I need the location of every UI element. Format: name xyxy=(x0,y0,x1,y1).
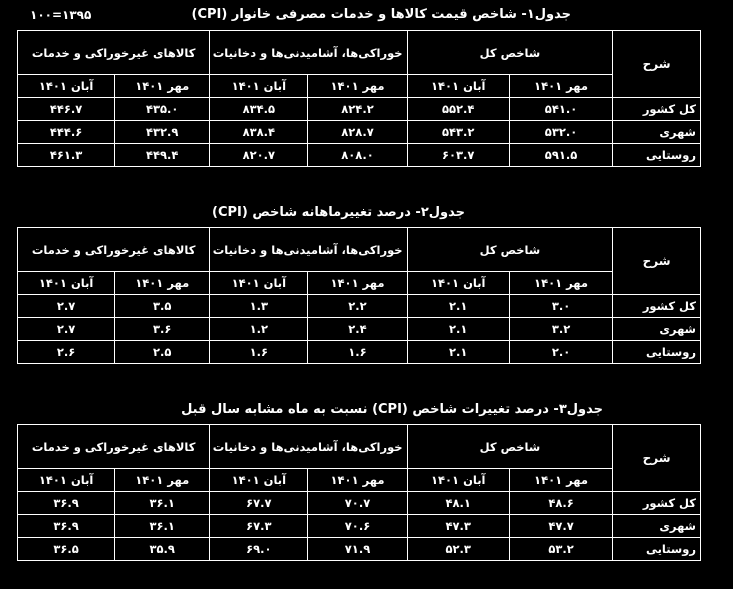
table-row xyxy=(18,144,701,167)
table-cell: ۱.۳ xyxy=(210,295,308,318)
table-cell: ۴۷.۷ xyxy=(509,515,612,538)
table-cell: ۷۰.۶ xyxy=(308,515,407,538)
table-cell: ۳۶.۱ xyxy=(115,515,210,538)
month-header: مهر ۱۴۰۱ xyxy=(115,272,210,295)
table-cell: ۲.۷ xyxy=(18,295,115,318)
table-cell: ۴۳۲.۹ xyxy=(115,121,210,144)
month-header: آبان ۱۴۰۱ xyxy=(18,469,115,492)
group-header: شاخص کل xyxy=(407,228,613,272)
sharh-header: شرح xyxy=(613,31,701,98)
table-cell: ۲.۴ xyxy=(308,318,407,341)
month-header: مهر ۱۴۰۱ xyxy=(509,272,612,295)
table-3-title: جدول۳- درصد تغییرات شاخص (CPI) نسبت به ماه مشابه سال قبل xyxy=(181,402,603,417)
month-header: آبان ۱۴۰۱ xyxy=(18,75,115,98)
table-row xyxy=(18,341,701,364)
header-row-groups xyxy=(18,31,701,75)
row-label: روستایی xyxy=(613,538,701,561)
table-cell: ۴۴۹.۴ xyxy=(115,144,210,167)
header-row-groups xyxy=(18,228,701,272)
table-cell: ۴۳۵.۰ xyxy=(115,98,210,121)
table-row xyxy=(18,98,701,121)
table-cell: ۱.۶ xyxy=(210,341,308,364)
table-row xyxy=(18,515,701,538)
table-row xyxy=(18,121,701,144)
table-cell: ۲.۶ xyxy=(18,341,115,364)
row-label: کل کشور xyxy=(613,295,701,318)
cpi-table-1 xyxy=(17,30,701,167)
month-header: مهر ۱۴۰۱ xyxy=(115,75,210,98)
table-cell: ۵۳.۲ xyxy=(509,538,612,561)
row-label: روستایی xyxy=(613,341,701,364)
table-cell: ۷۰.۷ xyxy=(308,492,407,515)
table-cell: ۴۸.۶ xyxy=(509,492,612,515)
table-cell: ۲.۱ xyxy=(407,341,509,364)
table-cell: ۲.۱ xyxy=(407,295,509,318)
header-row-months xyxy=(18,75,701,98)
table-row xyxy=(18,295,701,318)
group-header: شاخص کل xyxy=(407,31,613,75)
group-header: کالاهای غیرخوراکی و خدمات xyxy=(18,228,210,272)
table-cell: ۲.۱ xyxy=(407,318,509,341)
table-cell: ۸۳۴.۵ xyxy=(210,98,308,121)
row-label: کل کشور xyxy=(613,98,701,121)
group-header: کالاهای غیرخوراکی و خدمات xyxy=(18,31,210,75)
table-cell: ۶۰۳.۷ xyxy=(407,144,509,167)
group-header: خوراکی‌ها، آشامیدنی‌ها و دخانیات xyxy=(210,425,407,469)
table-cell: ۵۳۲.۰ xyxy=(509,121,612,144)
table-cell: ۸۲۴.۲ xyxy=(308,98,407,121)
table-cell: ۲.۰ xyxy=(509,341,612,364)
month-header: مهر ۱۴۰۱ xyxy=(308,272,407,295)
month-header: مهر ۱۴۰۱ xyxy=(308,469,407,492)
table-cell: ۳۶.۱ xyxy=(115,492,210,515)
sharh-header: شرح xyxy=(613,228,701,295)
month-header: مهر ۱۴۰۱ xyxy=(509,469,612,492)
table-cell: ۵۹۱.۵ xyxy=(509,144,612,167)
table-2-title: جدول۲- درصد تغییرماهانه شاخص (CPI) xyxy=(212,205,465,220)
table-cell: ۳۵.۹ xyxy=(115,538,210,561)
month-header: مهر ۱۴۰۱ xyxy=(509,75,612,98)
header-row-months xyxy=(18,469,701,492)
group-header: شاخص کل xyxy=(407,425,613,469)
row-label: کل کشور xyxy=(613,492,701,515)
group-header: خوراکی‌ها، آشامیدنی‌ها و دخانیات xyxy=(210,228,407,272)
row-label: شهری xyxy=(613,121,701,144)
table-cell: ۵۴۱.۰ xyxy=(509,98,612,121)
table-cell: ۸۳۸.۴ xyxy=(210,121,308,144)
table-cell: ۵۵۲.۴ xyxy=(407,98,509,121)
table-cell: ۳۶.۹ xyxy=(18,515,115,538)
month-header: آبان ۱۴۰۱ xyxy=(18,272,115,295)
sharh-header: شرح xyxy=(613,425,701,492)
header-row-months xyxy=(18,272,701,295)
month-header: آبان ۱۴۰۱ xyxy=(210,469,308,492)
table-cell: ۲.۵ xyxy=(115,341,210,364)
table-cell: ۳.۲ xyxy=(509,318,612,341)
month-header: آبان ۱۴۰۱ xyxy=(210,75,308,98)
table-1-title: جدول۱- شاخص قیمت کالاها و خدمات مصرفی خانوار (CPI) xyxy=(191,7,571,22)
table-cell: ۴۶۱.۳ xyxy=(18,144,115,167)
table-cell: ۴۴۴.۶ xyxy=(18,121,115,144)
table-cell: ۶۹.۰ xyxy=(210,538,308,561)
table-cell: ۲.۷ xyxy=(18,318,115,341)
table-cell: ۵۲.۳ xyxy=(407,538,509,561)
base-year-note: ۱۰۰=۱۳۹۵ xyxy=(30,8,92,22)
table-cell: ۶۷.۳ xyxy=(210,515,308,538)
cpi-table-2 xyxy=(17,227,701,364)
table-cell: ۴۴۶.۷ xyxy=(18,98,115,121)
row-label: شهری xyxy=(613,515,701,538)
table-cell: ۳.۵ xyxy=(115,295,210,318)
table-cell: ۳.۰ xyxy=(509,295,612,318)
table-cell: ۵۴۳.۲ xyxy=(407,121,509,144)
table-cell: ۳۶.۹ xyxy=(18,492,115,515)
header-row-groups xyxy=(18,425,701,469)
month-header: آبان ۱۴۰۱ xyxy=(407,469,509,492)
table-cell: ۱.۶ xyxy=(308,341,407,364)
row-label: شهری xyxy=(613,318,701,341)
table-cell: ۴۷.۳ xyxy=(407,515,509,538)
table-cell: ۴۸.۱ xyxy=(407,492,509,515)
table-row xyxy=(18,492,701,515)
cpi-table-3 xyxy=(17,424,701,561)
row-label: روستایی xyxy=(613,144,701,167)
group-header: کالاهای غیرخوراکی و خدمات xyxy=(18,425,210,469)
group-header: خوراکی‌ها، آشامیدنی‌ها و دخانیات xyxy=(210,31,407,75)
month-header: آبان ۱۴۰۱ xyxy=(407,272,509,295)
table-cell: ۶۷.۷ xyxy=(210,492,308,515)
table-cell: ۳.۶ xyxy=(115,318,210,341)
table-cell: ۷۱.۹ xyxy=(308,538,407,561)
month-header: آبان ۱۴۰۱ xyxy=(210,272,308,295)
table-cell: ۸۲۸.۷ xyxy=(308,121,407,144)
table-row xyxy=(18,318,701,341)
table-cell: ۳۶.۵ xyxy=(18,538,115,561)
table-row xyxy=(18,538,701,561)
table-cell: ۲.۲ xyxy=(308,295,407,318)
table-cell: ۸۲۰.۷ xyxy=(210,144,308,167)
table-cell: ۱.۲ xyxy=(210,318,308,341)
table-cell: ۸۰۸.۰ xyxy=(308,144,407,167)
month-header: آبان ۱۴۰۱ xyxy=(407,75,509,98)
month-header: مهر ۱۴۰۱ xyxy=(308,75,407,98)
month-header: مهر ۱۴۰۱ xyxy=(115,469,210,492)
